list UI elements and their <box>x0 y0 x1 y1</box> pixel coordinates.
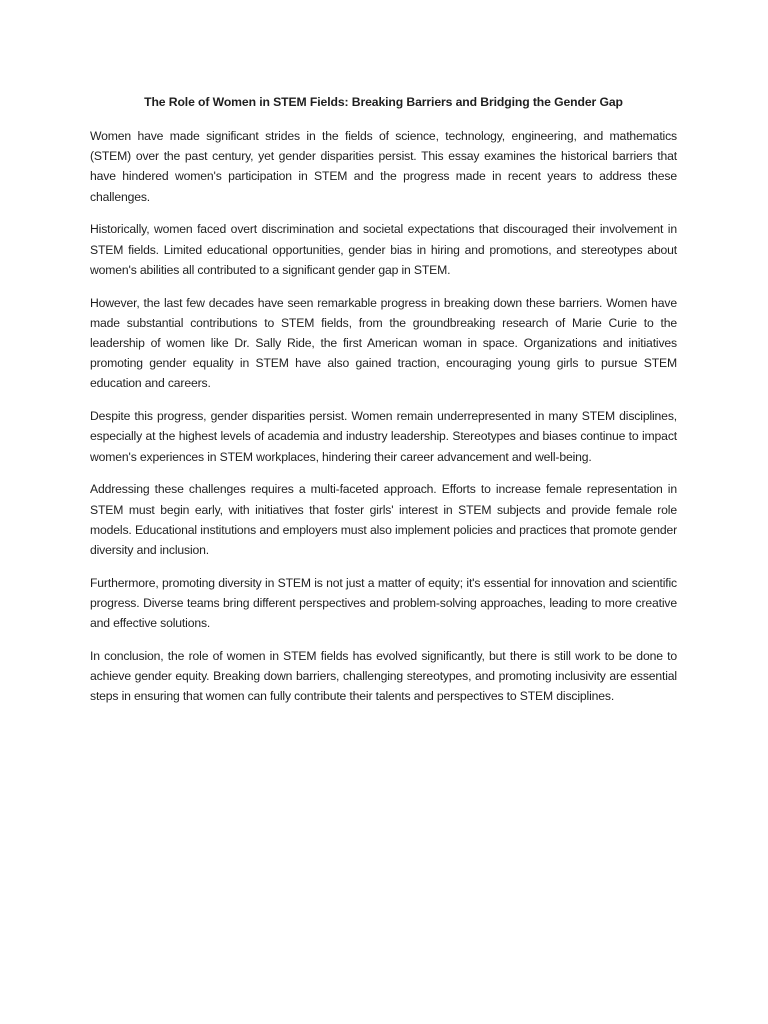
paragraph-history: Historically, women faced overt discrimination and societal expectations that discouraged their involvement in STEM fields. Limited educational opportunities, gender bias in hiring and promotions, and stereotypes about women's abilities all contributed to a significant gender gap in STEM. <box>90 222 677 277</box>
document-title: The Role of Women in STEM Fields: Breaking Barriers and Bridging the Gender Gap <box>144 95 623 109</box>
paragraph-approach: Addressing these challenges requires a multi-faceted approach. Efforts to increase female representation in STEM must begin early, with initiatives that foster girls' interest in STEM subjects and provide female role models. Educational institutions and employers must also implement policies and practices that promote gender diversity and inclusion. <box>90 482 677 558</box>
paragraph-conclusion: In conclusion, the role of women in STEM fields has evolved significantly, but there is still work to be done to achieve gender equity. Breaking down barriers, challenging stereotypes, and promoting inclusivity are essential steps in ensuring that women can fully contribute their talents and perspectives to STEM disciplines. <box>90 649 677 704</box>
paragraph-disparities: Despite this progress, gender disparities persist. Women remain underrepresented in many STEM disciplines, especially at the highest levels of academia and industry leadership. Stereotypes and biases continue to impact women's experiences in STEM workplaces, hindering their career advancement and well-being. <box>90 409 677 464</box>
document-page <box>90 92 677 719</box>
paragraph-progress: However, the last few decades have seen remarkable progress in breaking down these barriers. Women have made substantial contributions to STEM fields, from the groundbreaking research of Marie Curie to the leadership of women like Dr. Sally Ride, the first American woman in space. Organizations and initiatives promoting gender equality in STEM have also gained traction, encouraging young girls to pursue STEM education and careers. <box>90 295 677 391</box>
paragraph-intro: Women have made significant strides in the fields of science, technology, engineering, and mathematics (STEM) over the past century, yet gender disparities persist. This essay examines the historical barriers that have hindered women's participation in STEM and the progress made in recent years to address these challenges. <box>90 129 677 204</box>
paragraph-diversity: Furthermore, promoting diversity in STEM is not just a matter of equity; it's essential for innovation and scientific progress. Diverse teams bring different perspectives and problem-solving approaches, leading to more creative and effective solutions. <box>90 575 677 631</box>
